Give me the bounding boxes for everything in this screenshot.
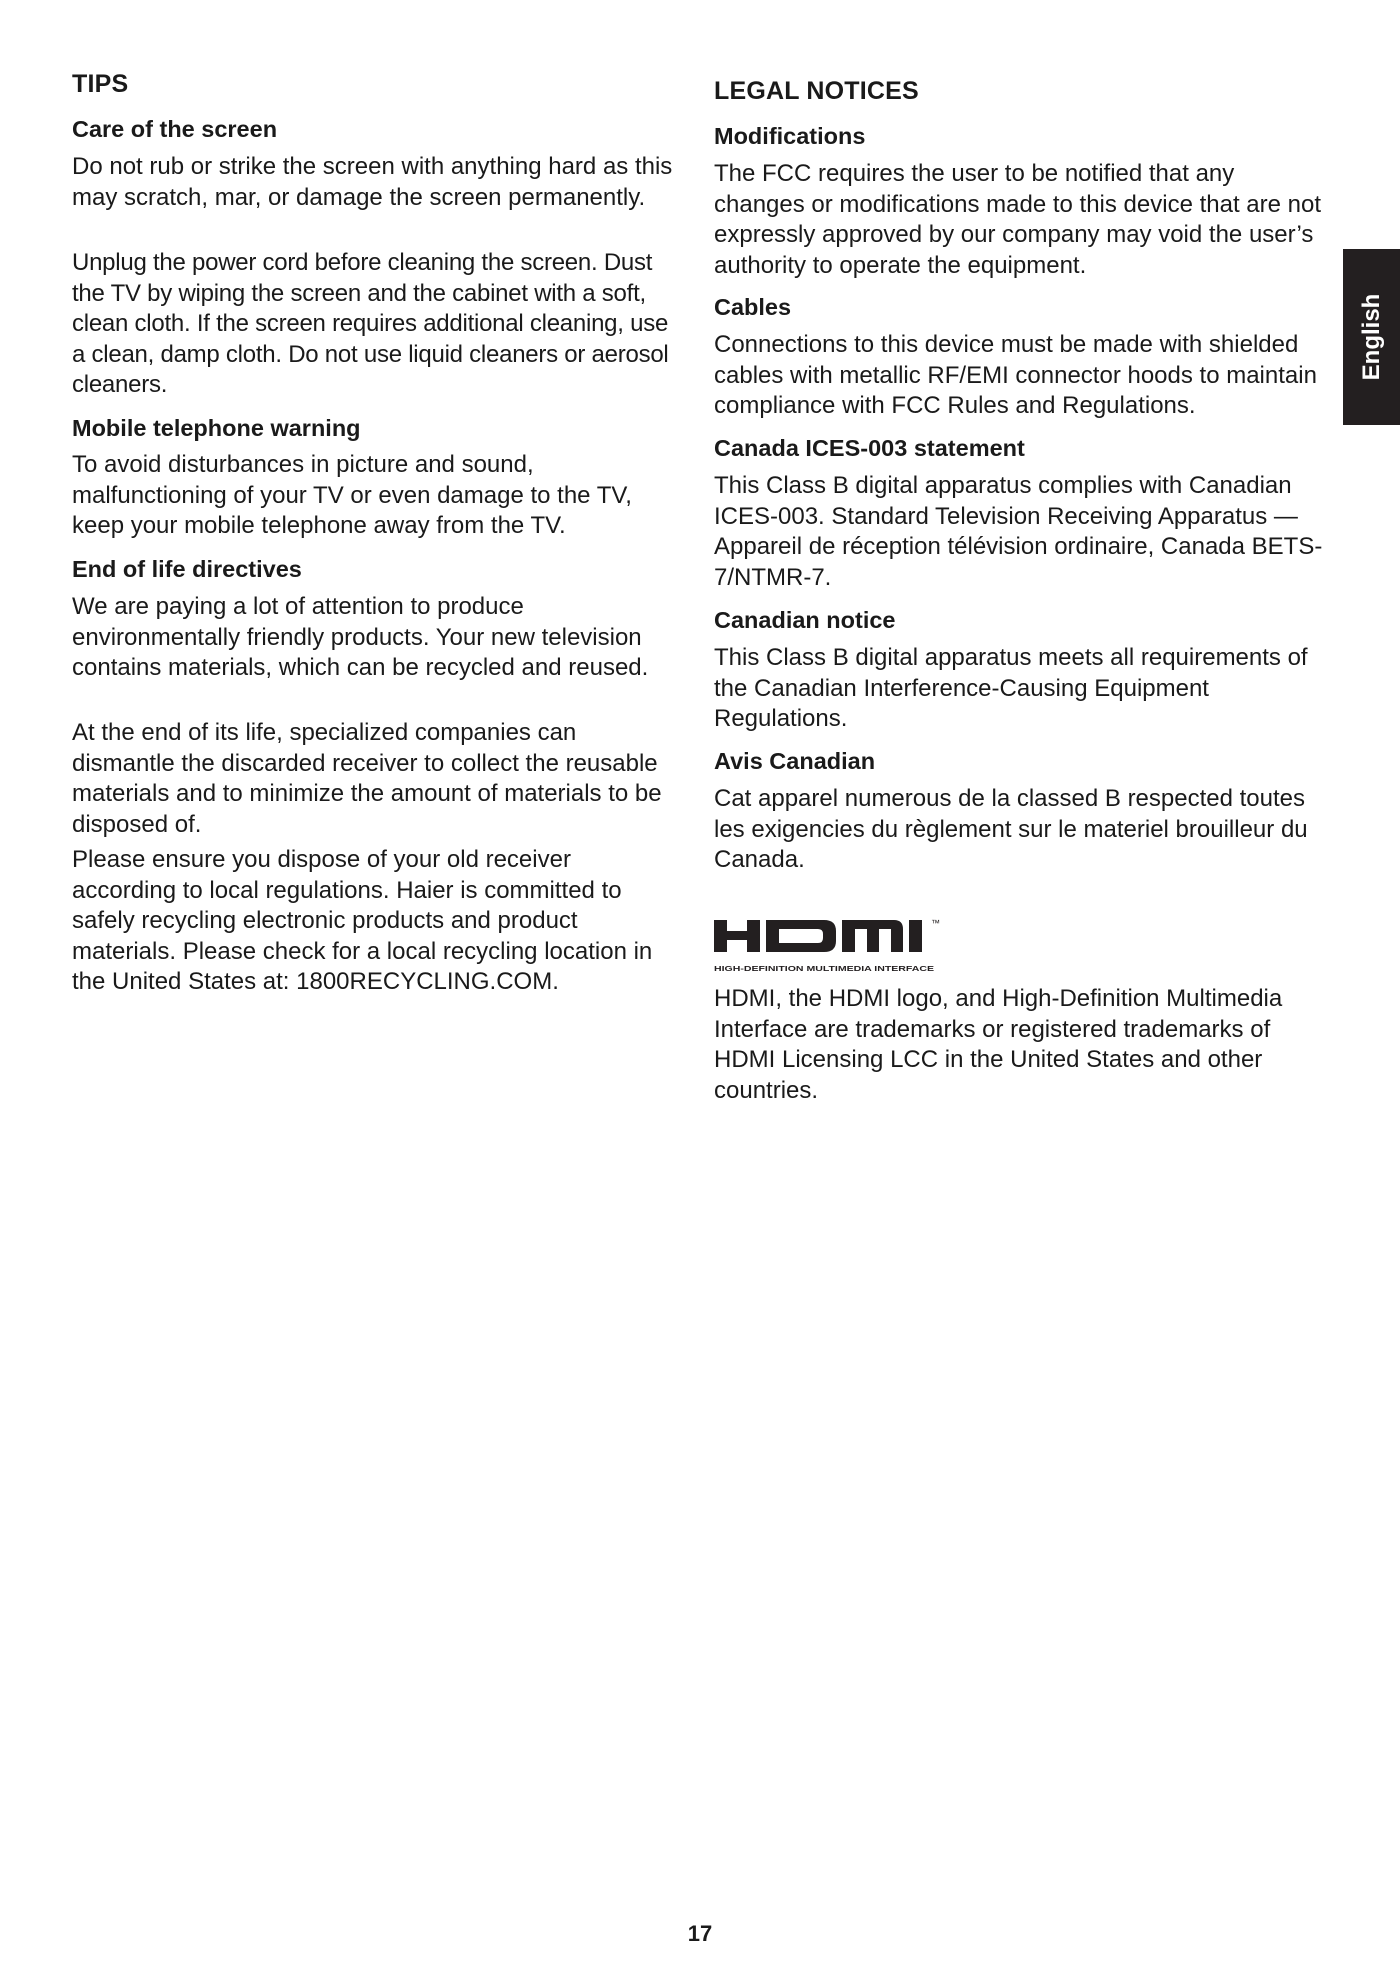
mobile-warning-paragraph: To avoid disturbances in picture and sound, malfunctioning of your TV or even damage to the TV, keep your mobile telephone away from the TV.: [72, 451, 632, 539]
cables-paragraph: Connections to this device must be made with shielded cables with metallic RF/EMI connector hoods to maintain compliance with FCC Rules and Regulations.: [714, 331, 1317, 419]
ices-paragraph: This Class B digital apparatus complies with Canadian ICES-003. Standard Television Receiving Apparatus — Appareil de réception télévision ordinaire, Canada BETS-7/NTMR-7.: [714, 472, 1323, 591]
avis-canadian-paragraph: Cat apparel numerous de la classed B respected toutes les exigencies du règlement sur le materiel brouilleur du Canada.: [714, 785, 1308, 873]
tips-title: TIPS: [72, 70, 129, 98]
avis-canadian-heading: Avis Canadian: [714, 748, 876, 774]
ices-heading: Canada ICES-003 statement: [714, 435, 1025, 461]
language-tab-label: English: [1357, 293, 1385, 381]
end-of-life-paragraph-2: At the end of its life, specialized companies can dismantle the discarded receiver to collect the reusable materials and to minimize the amount of materials to be disposed of.: [72, 719, 662, 838]
modifications-heading: Modifications: [714, 123, 866, 149]
hdmi-trademark-paragraph: HDMI, the HDMI logo, and High-Definition Multimedia Interface are trademarks or registered trademarks of HDMI Licensing LCC in the United States and other countries.: [714, 985, 1283, 1104]
end-of-life-paragraph-3: Please ensure you dispose of your old receiver according to local regulations. Haier is committed to safely recycling electronic products and product materials. Please check for a local recycling location in the United States at: 1800RECYCLING.COM.: [72, 846, 653, 995]
care-of-screen-paragraph-2: Unplug the power cord before cleaning the screen. Dust the TV by wiping the screen and the cabinet with a soft, clean cloth. If the screen requires additional cleaning, use a clean, damp cloth. Do not use liquid cleaners or aerosol cleaners.: [72, 249, 669, 398]
canadian-notice-paragraph: This Class B digital apparatus meets all requirements of the Canadian Interference-Causing Equipment Regulations.: [714, 644, 1308, 732]
mobile-warning-heading: Mobile telephone warning: [72, 415, 361, 441]
end-of-life-paragraph-1: We are paying a lot of attention to produce environmentally friendly products. Your new television contains materials, which can be recycled and reused.: [72, 593, 649, 681]
canadian-notice-heading: Canadian notice: [714, 607, 896, 633]
end-of-life-heading: End of life directives: [72, 556, 302, 582]
care-of-screen-heading: Care of the screen: [72, 116, 278, 142]
hdmi-logo: [714, 913, 958, 975]
legal-notices-title: LEGAL NOTICES: [714, 77, 919, 105]
hdmi-tagline: HIGH-DEFINITION MULTIMEDIA INTERFACE: [714, 964, 935, 973]
cables-heading: Cables: [714, 294, 792, 320]
care-of-screen-paragraph-1: Do not rub or strike the screen with anything hard as this may scratch, mar, or damage the screen permanently.: [72, 153, 673, 211]
language-tab: [1343, 249, 1400, 425]
modifications-paragraph: The FCC requires the user to be notified that any changes or modifications made to this device that are not expressly approved by our company may void the user’s authority to operate the equipment.: [714, 160, 1322, 279]
hdmi-trademark-symbol: ™: [931, 918, 940, 928]
page-number: 17: [687, 1921, 713, 1946]
